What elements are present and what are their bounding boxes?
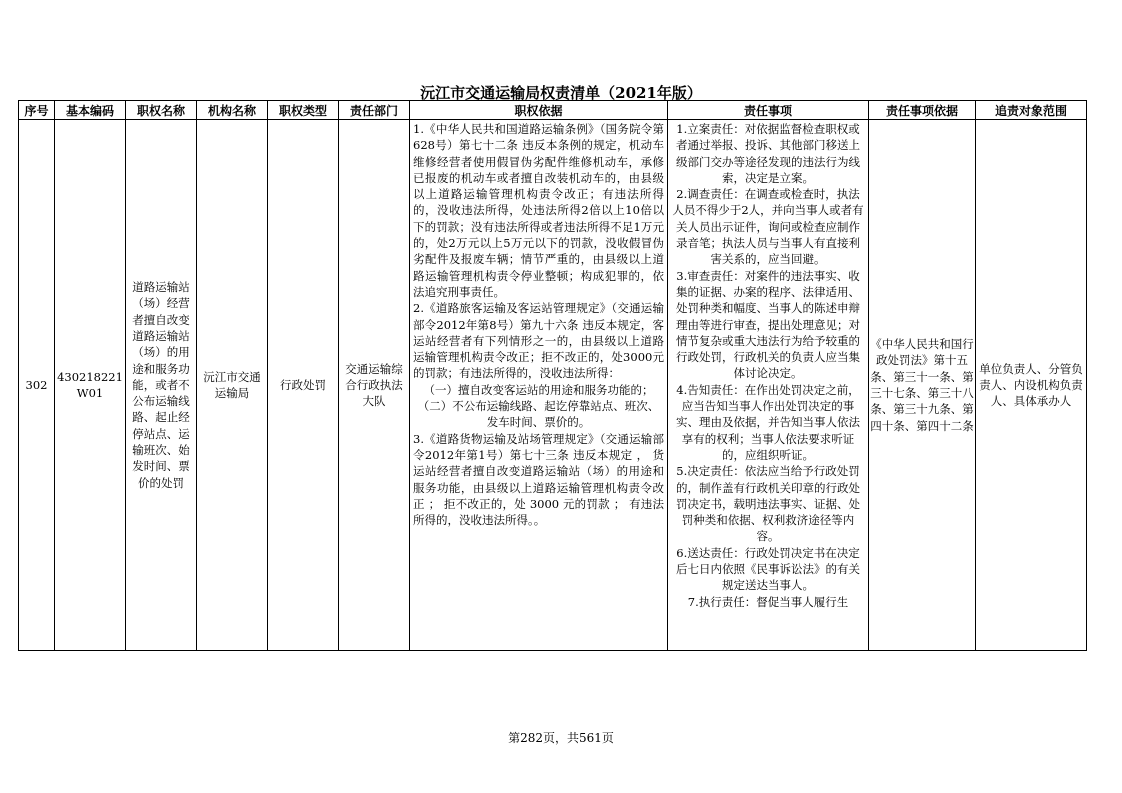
matters-item: 4.告知责任：在作出处罚决定之前，应当告知当事人作出处罚决定的事实、理由及依据，并告知当事人依法享有的权利；当事人依法要求听证的，应组织听证。 (676, 382, 860, 462)
power-list-table (18, 100, 1087, 651)
basis-item: （二）不公布运输线路、起讫停靠站点、班次、发车时间、票价的。 (417, 399, 660, 430)
matters-item: 5.决定责任：依法应当给予行政处罚的，制作盖有行政机关印章的行政处罚决定书，载明违法事实、证据、处罚种类和依据、权利救济途径等内容。 (676, 464, 860, 544)
matters-item: 1.立案责任：对依据监督检查职权或者通过举报、投诉、其他部门移送上级部门交办等途径发现的违法行为线索，决定是立案。 (676, 122, 860, 185)
header-matters-basis: 责任事项依据 (869, 101, 976, 120)
matters-item: 6.送达责任：行政处罚决定书在决定后七日内依照《民事诉讼法》的有关规定送达当事人。 (676, 545, 860, 593)
header-basis: 职权依据 (410, 101, 668, 120)
basis-paragraph: 3.《道路货物运输及站场管理规定》（交通运输部令2012年第1号）第七十三条 违反本规定 ， 货运站经营者擅自改变道路运输站（场）的用途和服务功能，由县级以上道路运输管理机构责令改正 ； 拒不改正的，处 3000 元的罚款 ； 有违法所得的，没收违法所得。。 (413, 431, 664, 528)
basis-paragraph: 1.《中华人民共和国道路运输条例》（国务院令第628号）第七十二条 违反本条例的规定，机动车维修经营者使用假冒伪劣配件维修机动车，承修已报废的机动车或者擅自改装机动车的，由县级以上道路运输管理机构责令改正；有违法所得的，没收违法所得，处违法所得2倍以上10倍以下的罚款；没有违法所得或者违法所得不足1万元的，处2万元以上5万元以下的罚款，没收假冒伪劣配件及报废车辆；情节严重的，由县级以上道路运输管理机构责令停业整顿；构成犯罪的，依法追究刑事责任。 (413, 122, 664, 299)
cell-department: 交通运输综合行政执法大队 (339, 120, 410, 651)
matters-item: 3.审查责任：对案件的违法事实、收集的证据、办案的程序、法律适用、处罚种类和幅度、当事人的陈述申辩理由等进行审查，提出处理意见；对情节复杂或重大违法行为给予较重的行政处罚，行政机关的负责人应当集体讨论决定。 (676, 268, 860, 381)
matters-item: 2.调查责任：在调查或检查时，执法人员不得少于2人，并向当事人或者有关人员出示证件，询问或检查应制作录音笔；执法人员与当事人有直接利害关系的，应当回避。 (672, 187, 864, 267)
table-row (19, 120, 1087, 651)
cell-matters-basis: 《中华人民共和国行政处罚法》第十五条、第三十一条、第三十七条、第三十八条、第三十九条、第四十条、第四十二条 (869, 120, 976, 651)
header-index: 序号 (19, 101, 55, 120)
cell-basis (410, 120, 668, 651)
basis-paragraph: 2.《道路旅客运输及客运站管理规定》（交通运输部令2012年第8号）第九十六条 违反本规定，客运站经营者有下列情形之一的，由县级以上道路运输管理机构责令改正；拒不改正的，处3000元的罚款；有违法所得的，没收违法所得： (413, 301, 664, 381)
cell-matters (668, 120, 869, 651)
page-number: 第282页，共561页 (508, 731, 614, 745)
header-accountability: 追责对象范围 (976, 101, 1087, 120)
cell-code: 430218221W01 (55, 120, 126, 651)
header-power-name: 职权名称 (126, 101, 197, 120)
cell-index: 302 (19, 120, 55, 651)
header-code: 基本编码 (55, 101, 126, 120)
header-power-type: 职权类型 (268, 101, 339, 120)
header-department: 责任部门 (339, 101, 410, 120)
table-header-row (19, 101, 1087, 120)
matters-item: 7.执行责任：督促当事人履行生 (687, 594, 849, 609)
page-title: 沅江市交通运输局权责清单（2021年版） (420, 84, 702, 102)
header-agency: 机构名称 (197, 101, 268, 120)
basis-item: （一）擅自改变客运站的用途和服务功能的； (423, 382, 654, 397)
cell-accountability: 单位负责人、分管负责人、内设机构负责人、具体承办人 (976, 120, 1087, 651)
cell-power-type: 行政处罚 (268, 120, 339, 651)
header-matters: 责任事项 (668, 101, 869, 120)
cell-power-name: 道路运输站（场）经营者擅自改变道路运输站（场）的用途和服务功能，或者不公布运输线路、起止经停站点、运输班次、始发时间、票价的处罚 (126, 120, 197, 651)
cell-agency: 沅江市交通运输局 (197, 120, 268, 651)
